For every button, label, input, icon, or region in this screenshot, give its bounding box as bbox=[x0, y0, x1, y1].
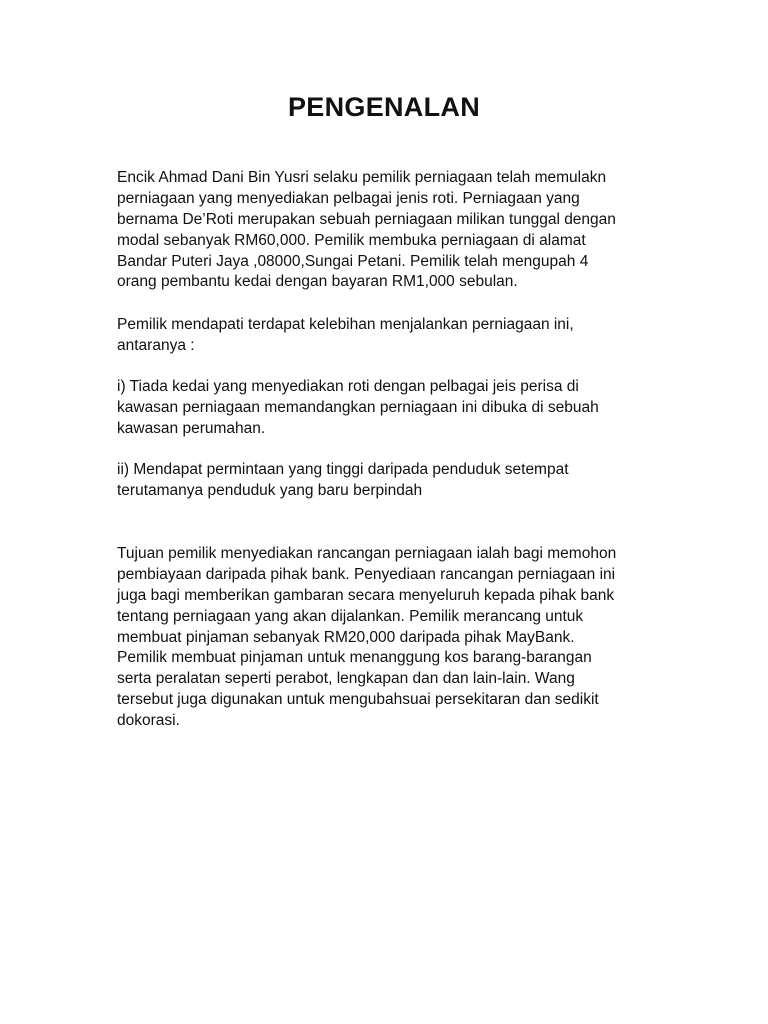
text-line: tentang perniagaan yang akan dijalankan. Pemilik merancang untuk bbox=[117, 607, 584, 625]
text-line: serta peralatan seperti perabot, lengkapan dan dan lain-lain. Wang bbox=[117, 670, 575, 688]
text-line: Encik Ahmad Dani Bin Yusri selaku pemilik perniagaan telah memulakn bbox=[117, 169, 607, 186]
page-title: PENGENALAN bbox=[287, 92, 480, 122]
text-line: orang pembantu kedai dengan bayaran RM1,000 sebulan. bbox=[117, 273, 518, 291]
text-line: Pemilik membuat pinjaman untuk menanggung kos barang-barangan bbox=[117, 649, 592, 667]
text-line: perniagaan yang menyediakan pelbagai jenis roti. Perniagaan yang bbox=[117, 189, 580, 207]
text-line: tersebut juga digunakan untuk mengubahsuai persekitaran dan sedikit bbox=[117, 691, 599, 709]
list-item-advantage-2 bbox=[117, 460, 657, 502]
text-line: membuat pinjaman sebanyak RM20,000 daripada pihak MayBank. bbox=[117, 628, 575, 646]
text-line: Bandar Puteri Jaya ,08000,Sungai Petani. Pemilik telah mengupah 4 bbox=[117, 252, 589, 270]
text-line: terutamanya penduduk yang baru berpindah bbox=[117, 481, 423, 499]
text-line: kawasan perniagaan memandangkan perniagaan ini dibuka di sebuah bbox=[117, 398, 599, 416]
text-line: kawasan perumahan. bbox=[117, 419, 266, 437]
text-line: pembiayaan daripada pihak bank. Penyediaan rancangan perniagaan ini bbox=[117, 565, 616, 583]
text-line: juga bagi memberikan gambaran secara menyeluruh kepada pihak bank bbox=[117, 586, 615, 604]
text-line: modal sebanyak RM60,000. Pemilik membuka perniagaan di alamat bbox=[117, 231, 586, 249]
text-line: antaranya : bbox=[117, 336, 195, 354]
paragraph-introduction bbox=[117, 168, 657, 293]
text-line: bernama De’Roti merupakan sebuah perniagaan milikan tunggal dengan bbox=[117, 210, 616, 228]
list-item-advantage-1 bbox=[117, 377, 657, 440]
text-line: Tujuan pemilik menyediakan rancangan perniagaan ialah bagi memohon bbox=[117, 545, 617, 562]
text-line: i) Tiada kedai yang menyediakan roti dengan pelbagai jeis perisa di bbox=[117, 378, 579, 395]
text-line: ii) Mendapat permintaan yang tinggi daripada penduduk setempat bbox=[117, 461, 569, 478]
paragraph-advantages-intro bbox=[117, 315, 657, 357]
text-line: dokorasi. bbox=[117, 712, 180, 730]
text-line: Pemilik mendapati terdapat kelebihan menjalankan perniagaan ini, bbox=[117, 316, 574, 333]
paragraph-purpose bbox=[117, 544, 657, 732]
